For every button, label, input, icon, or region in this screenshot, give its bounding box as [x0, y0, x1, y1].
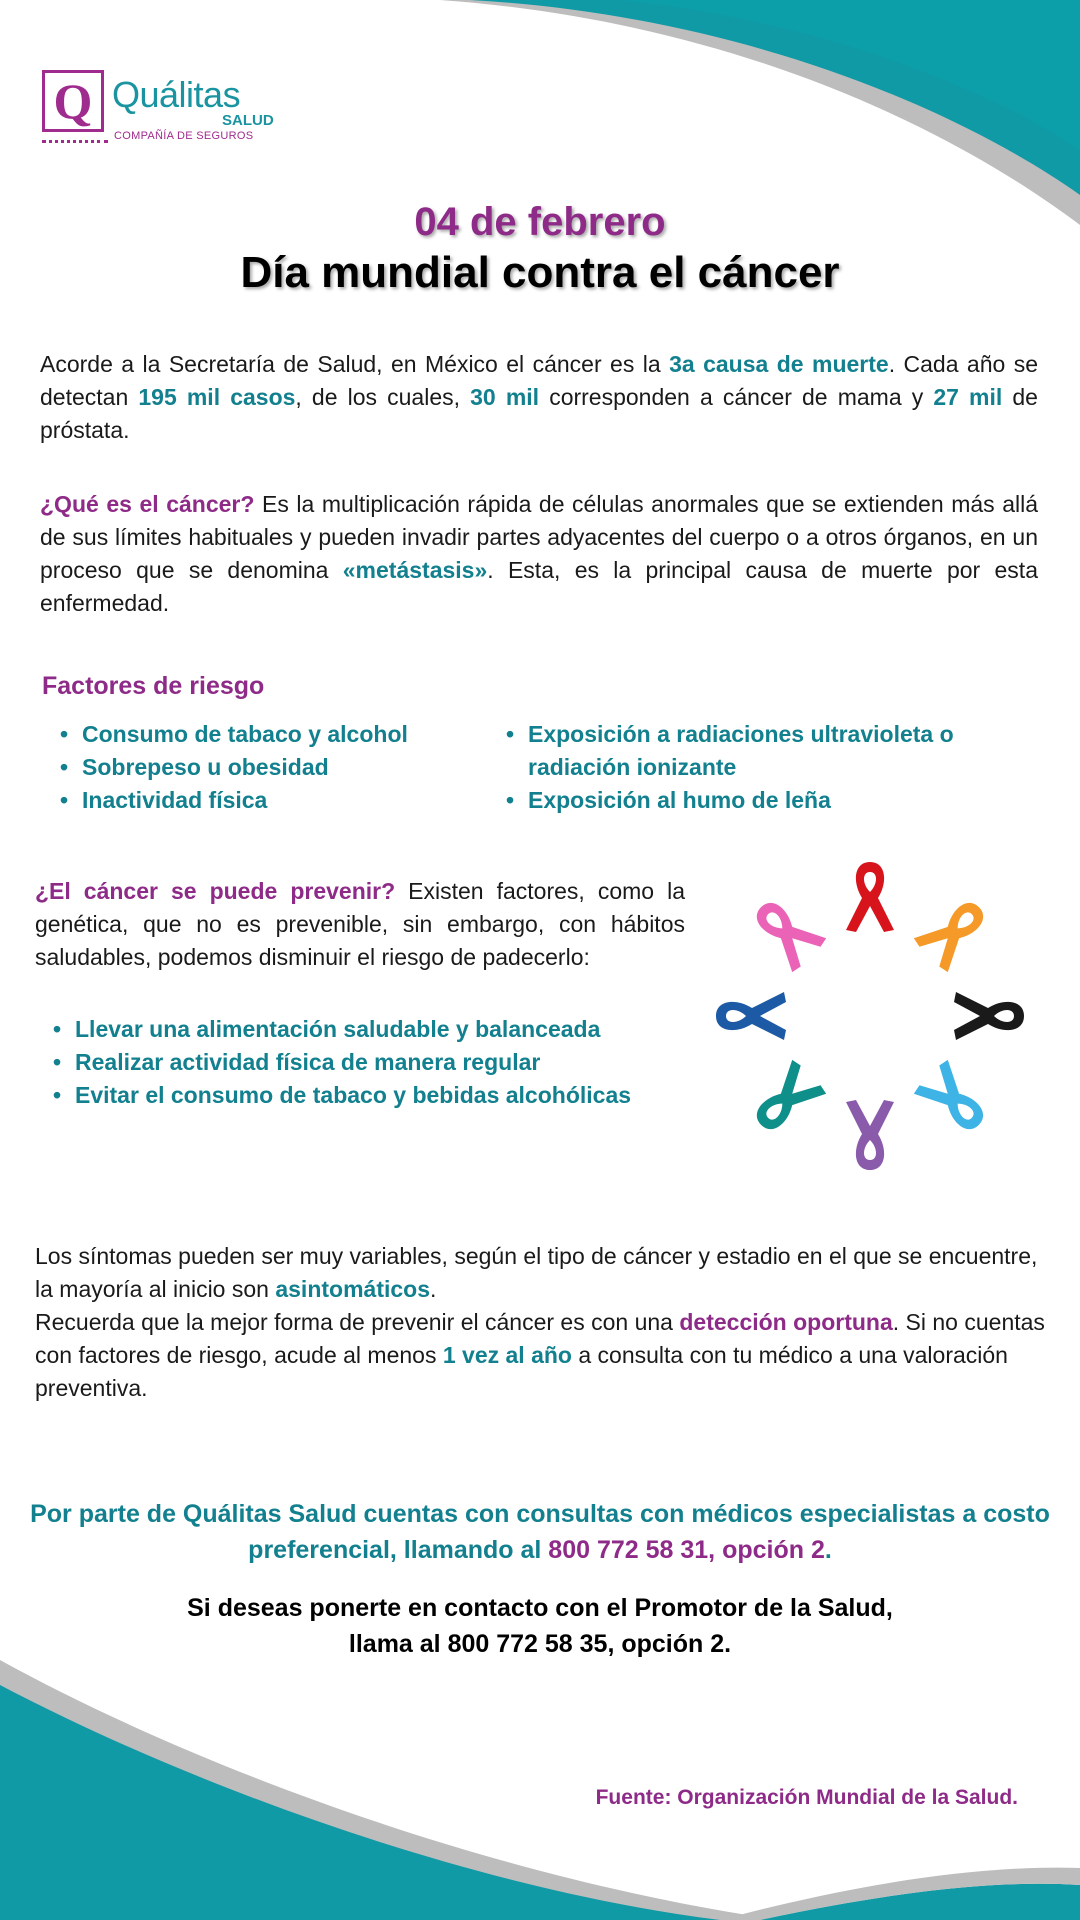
logo-sub: SALUD — [222, 112, 274, 129]
ribbon-dark-blue — [716, 992, 786, 1040]
symptoms-paragraph: Los síntomas pueden ser muy variables, según el tipo de cáncer y estadio en el que se encuentre, la mayoría al inicio son asintomáticos. Recuerda que la mejor forma de prevenir el cáncer es con una detección oportuna. Si no cuentas con factores de riesgo, acude al menos 1 vez al año a consulta con tu médico a una valoración preventiva. — [35, 1243, 1045, 1401]
highlight-asymptomatic: asintomáticos — [275, 1276, 430, 1302]
list-item: • Realizar actividad física de manera regular — [53, 1049, 541, 1075]
ribbon-pink — [744, 890, 827, 973]
promoter-contact: Si deseas ponerte en contacto con el Promotor de la Salud, llama al 800 772 58 35, opción 2. — [187, 1594, 893, 1658]
page-title: Día mundial contra el cáncer — [240, 248, 840, 297]
specialists-contact: Por parte de Quálitas Salud cuentas con consultas con médicos especialistas a costo preferencial, llamando al 800 772 58 31, opción 2. — [30, 1500, 1050, 1564]
highlight-yearly: 1 vez al año — [442, 1342, 572, 1368]
what-is-cancer-paragraph: ¿Qué es el cáncer? Es la multiplicación rápida de células anormales que se extienden más allá de sus límites habituales y pueden invadir partes adyacentes del cuerpo o a otros órganos, en un proceso que se denomina «metástasis». Esta, es la principal causa de muerte por esta enfermedad. — [40, 491, 1038, 616]
highlight-metastasis: «metástasis» — [342, 557, 488, 583]
highlight-cause: 3a causa de muerte — [669, 351, 889, 377]
ribbon-orange — [912, 890, 995, 973]
ribbon-red — [846, 862, 894, 932]
specialists-phone: 800 772 58 31, opción 2 — [548, 1536, 825, 1564]
risk-factors-list-left — [42, 718, 482, 817]
list-item: • Evitar el consumo de tabaco y bebidas alcohólicas — [53, 1082, 632, 1108]
highlight-cases: 195 mil casos — [138, 384, 296, 410]
awareness-ribbons-illustration — [700, 856, 1040, 1176]
list-item: • Sobrepeso u obesidad — [60, 754, 329, 780]
risk-factors-list-right — [488, 718, 1048, 817]
highlight-prostate: 27 mil — [933, 384, 1003, 410]
list-item: • Consumo de tabaco y alcohol — [60, 721, 408, 747]
ribbon-purple — [846, 1100, 894, 1170]
ribbon-black — [954, 992, 1024, 1040]
ribbon-teal — [744, 1058, 827, 1141]
prevention-paragraph: ¿El cáncer se puede prevenir? Existen factores, como la genética, que no es prevenible, sin embargo, con hábitos saludables, podemos disminuir el riesgo de padecerlo: — [35, 878, 685, 970]
risk-factors-heading: Factores de riesgo — [42, 672, 265, 700]
logo-dots — [42, 140, 108, 146]
list-item: • Exposición a radiaciones ultravioleta o radiación ionizante — [506, 721, 954, 780]
what-is-cancer-question: ¿Qué es el cáncer? — [40, 491, 255, 517]
list-item: • Inactividad física — [60, 787, 268, 813]
qualitas-logo — [42, 70, 274, 150]
date-heading: 04 de febrero — [414, 200, 666, 244]
bottom-corner-decoration — [0, 1640, 1080, 1920]
logo-company: COMPAÑÍA DE SEGUROS — [114, 130, 254, 142]
logo-q-mark: Q — [42, 70, 104, 132]
ribbon-light-blue — [912, 1058, 995, 1141]
highlight-breast: 30 mil — [470, 384, 540, 410]
prevention-list — [35, 1013, 647, 1112]
prevention-question: ¿El cáncer se puede prevenir? — [35, 878, 396, 904]
source-note: Fuente: Organización Mundial de la Salud. — [595, 1786, 1018, 1809]
intro-paragraph: Acorde a la Secretaría de Salud, en México el cáncer es la 3a causa de muerte. Cada año se detectan 195 mil casos, de los cuales, 30 mil corresponden a cáncer de mama y 27 mil de próstata. — [40, 351, 1038, 443]
list-item: • Llevar una alimentación saludable y balanceada — [53, 1016, 601, 1042]
logo-name: Quálitas — [112, 74, 241, 115]
list-item: • Exposición al humo de leña — [506, 787, 831, 813]
highlight-detection: detección oportuna — [679, 1309, 893, 1335]
